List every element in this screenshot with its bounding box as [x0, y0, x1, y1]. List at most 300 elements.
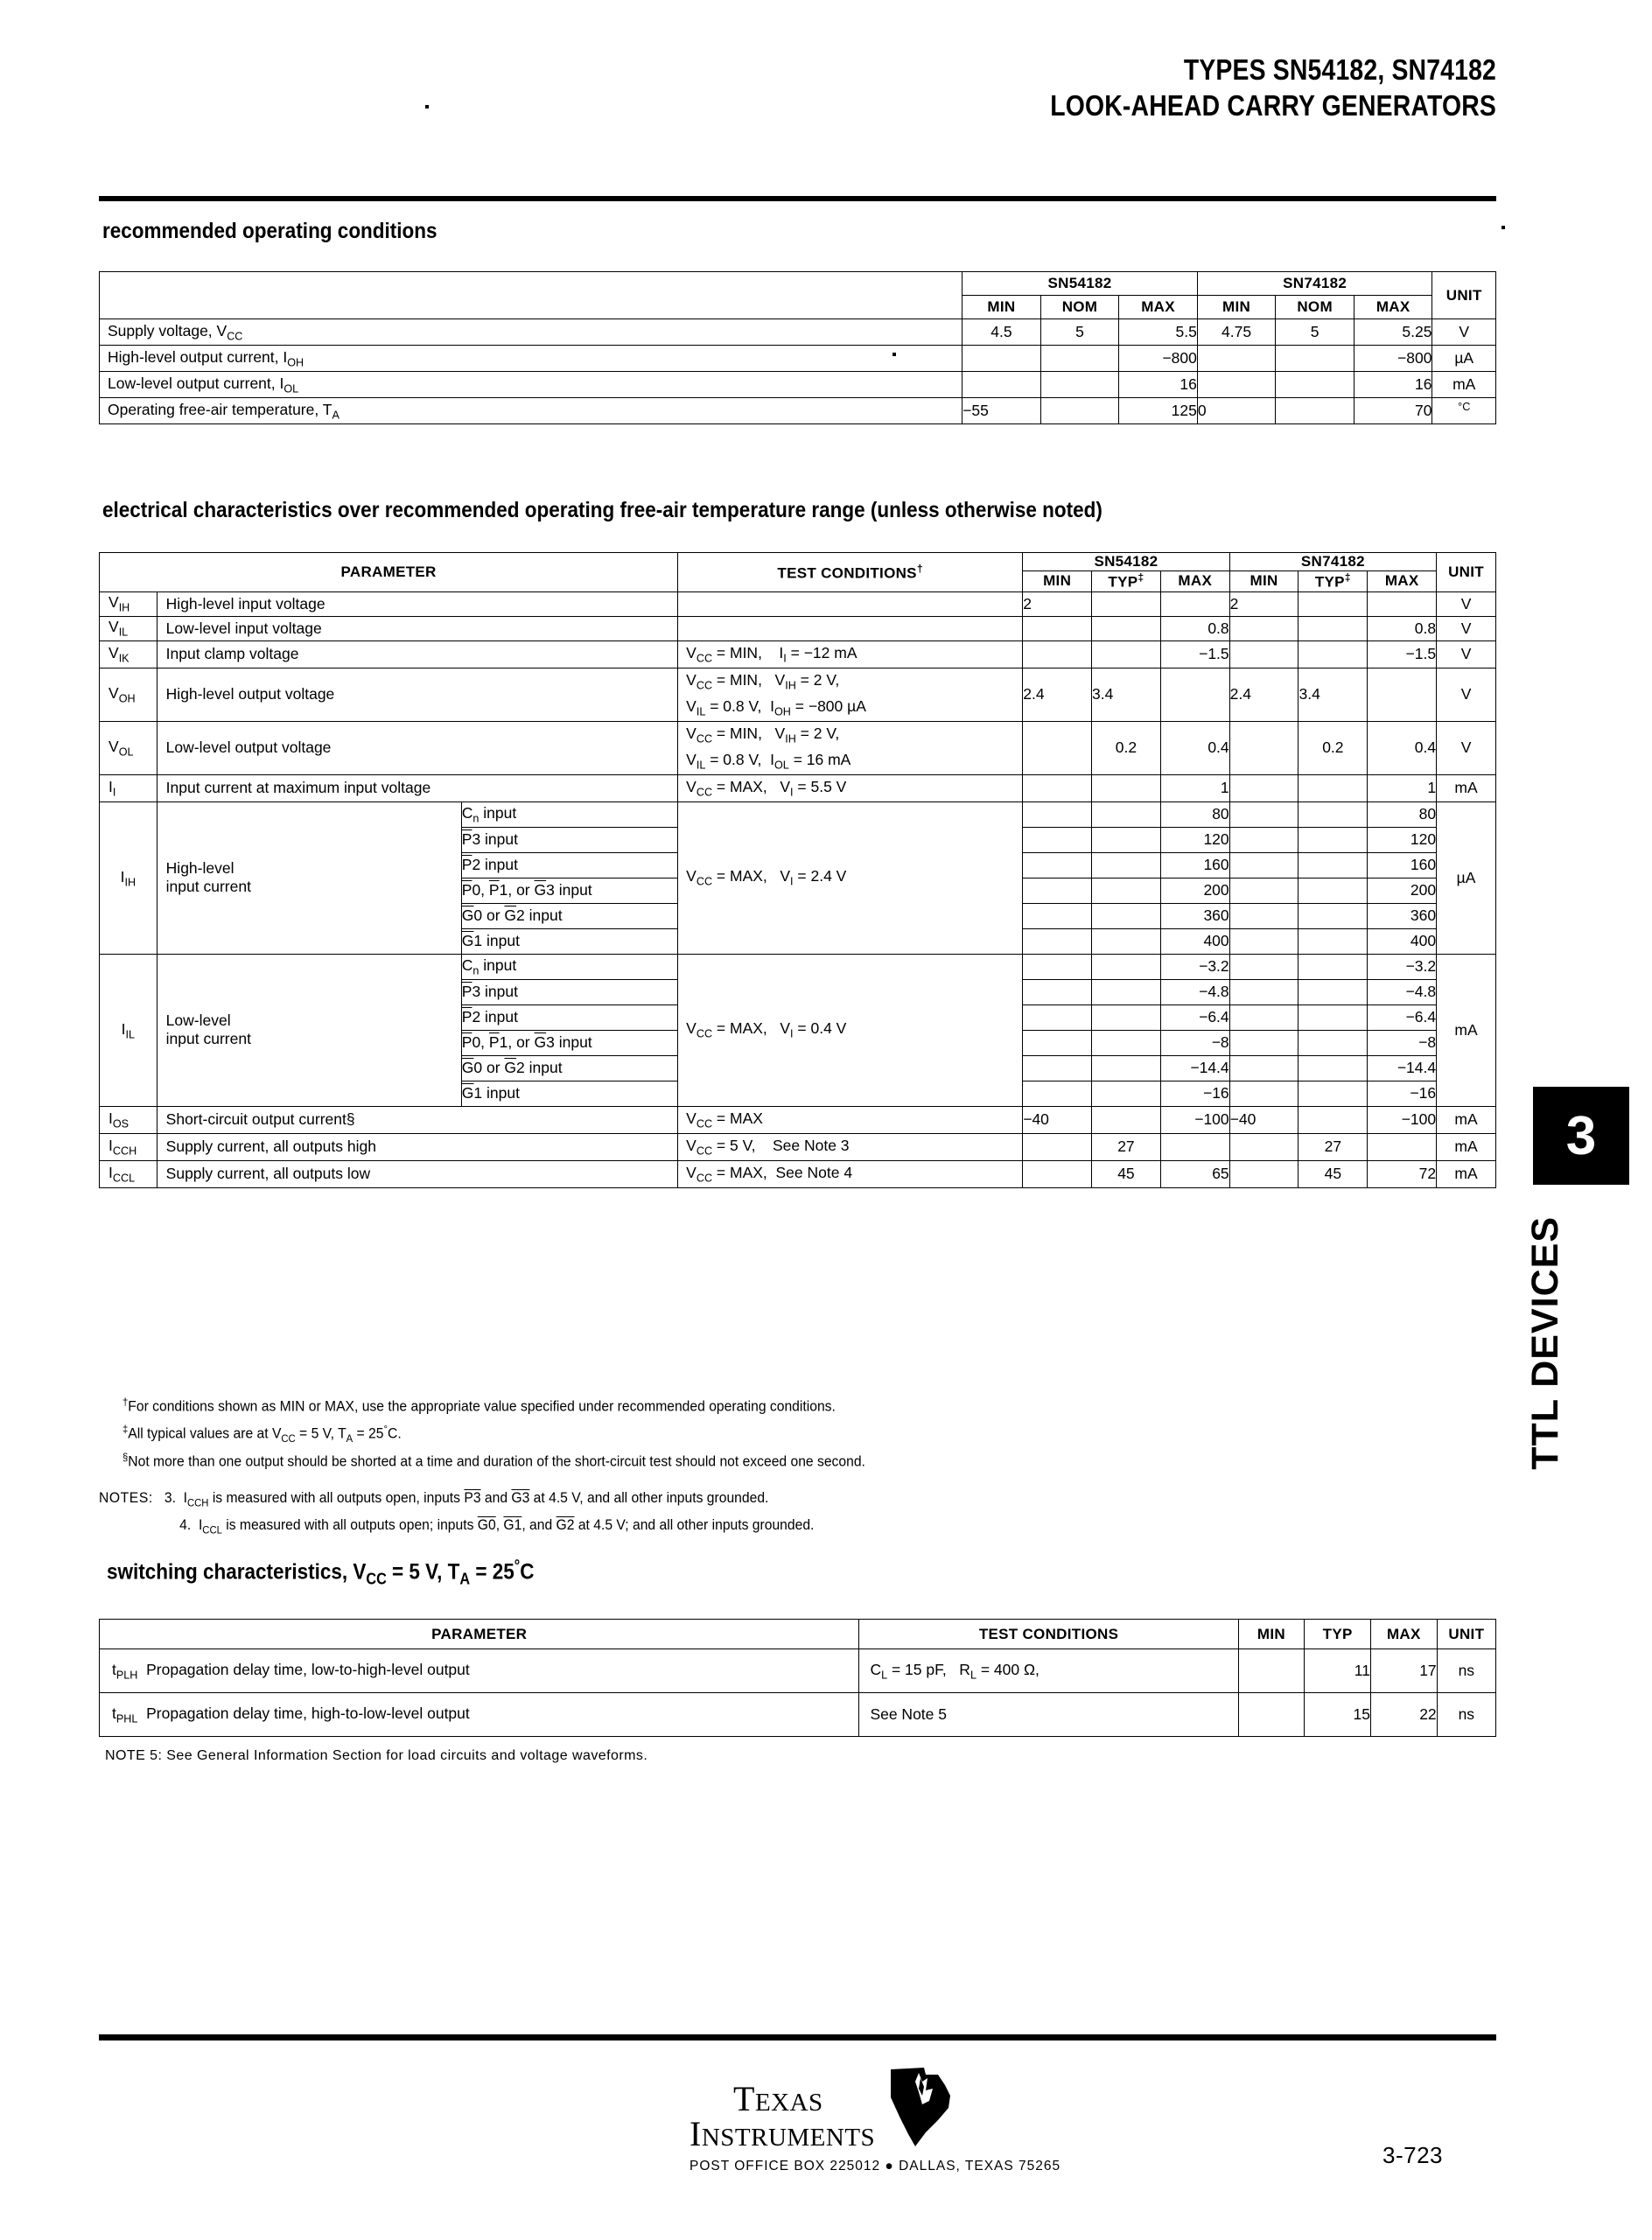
cell-a-min [1023, 1030, 1092, 1055]
note-3-text-c: at 4.5 V, and all other inputs grounded. [529, 1490, 769, 1506]
scan-speckle [892, 353, 896, 356]
cell-a-min [1023, 721, 1092, 774]
cell-unit: mA [1437, 1160, 1496, 1187]
note-4-number: 4. [179, 1516, 192, 1533]
col-header-a-min: MIN [1023, 571, 1092, 592]
param-conditions-vik: $V_{CC}$ = MIN, $I_I = -12$ mA [678, 640, 1023, 668]
row-label-high-level-output-current [100, 346, 962, 372]
cell-a-max: 80 [1160, 802, 1229, 827]
cell-max: 17 [1370, 1649, 1437, 1693]
row-label-subscript: OL [284, 382, 299, 396]
symbol-subscript: OS [112, 1117, 130, 1130]
cell-a-min [1023, 1133, 1092, 1160]
page-title-line1: TYPES SN54182, SN74182 [1183, 53, 1496, 86]
row-label-subscript: A [332, 409, 340, 422]
table-row [100, 592, 1496, 616]
scan-speckle [425, 105, 429, 108]
cell-a-typ [1092, 878, 1161, 903]
param-name-vil: Low-level input voltage [157, 616, 677, 640]
row-label-operating-free-air-temperature [100, 398, 962, 424]
subrow-label-g1: $\overline{G}1$ input [461, 928, 677, 954]
param-symbol-iccl [100, 1160, 158, 1187]
test-conditions-header-text: TEST CONDITIONS [777, 564, 917, 582]
cell-a-max: 360 [1160, 903, 1229, 928]
col-header-max: MAX [1370, 1620, 1437, 1649]
logo-texas-rest: EXAS [754, 2089, 823, 2117]
cell-b-typ [1298, 592, 1368, 616]
param-conditions-vih [678, 592, 1023, 616]
cell-a-min [1023, 802, 1092, 827]
ti-logo [691, 2078, 1102, 2176]
cell-a-min [1023, 616, 1092, 640]
note-4-text-c: , and [522, 1516, 556, 1533]
switching-characteristics-table [99, 1619, 1496, 1737]
row-label-subscript: CC [227, 330, 243, 343]
cell-a-max: 120 [1160, 827, 1229, 852]
cell-a-max: 400 [1160, 928, 1229, 954]
row-label-subscript: OH [287, 356, 304, 369]
cell-a-typ [1092, 1004, 1161, 1030]
param-name-line2: input current [165, 1030, 251, 1048]
cell-b-max: 0.4 [1368, 721, 1437, 774]
table-row [100, 1160, 1496, 1187]
table-row [100, 1133, 1496, 1160]
device-header-sn74182: SN74182 [1197, 272, 1432, 296]
symbol-base: V [108, 683, 119, 702]
col-header-b-nom: NOM [1276, 296, 1354, 319]
page-number: 3-723 [1382, 2142, 1443, 2168]
section-tab-label: TTL DEVICES [1524, 1216, 1566, 1470]
cell-a-typ [1092, 1081, 1161, 1106]
note-4-symbol-base: I [198, 1516, 203, 1533]
param-name-voh: High-level output voltage [157, 668, 677, 721]
cell-a-typ [1092, 979, 1161, 1004]
cell-min [1238, 1649, 1305, 1693]
cell-b-typ [1298, 878, 1368, 903]
cell-unit [1432, 398, 1496, 424]
sc-heading-pre: switching characteristics, V [107, 1559, 367, 1585]
param-symbol-vih [100, 592, 158, 616]
ddagger-marker: ‡ [1344, 571, 1351, 584]
cell-min [1238, 1693, 1305, 1737]
symbol-base: t [112, 1660, 116, 1678]
cell-a-max [1160, 668, 1229, 721]
electrical-characteristics-table [99, 552, 1496, 1188]
table-header-row [100, 272, 1496, 296]
test-conditions-header [678, 553, 1023, 592]
cell-b-max: −6.4 [1368, 1004, 1437, 1030]
cell-a-typ [1092, 1030, 1161, 1055]
device-header-sn54182: SN54182 [962, 272, 1198, 296]
note-3-overline-g3: G3 [511, 1490, 530, 1506]
cell-a-max: −14.4 [1160, 1055, 1229, 1081]
cell-unit: mA [1437, 954, 1496, 1106]
param-symbol-icch [100, 1133, 158, 1160]
param-name-text: Short-circuit output current [165, 1110, 346, 1129]
subrow-label-g0-g2: $\overline{G}0$ or $\overline{G}2$ input [461, 903, 677, 928]
cell-a-max: −100 [1160, 1106, 1229, 1133]
cell-a-max: 65 [1160, 1160, 1229, 1187]
sc-heading-mid: = 5 V, T [386, 1559, 460, 1585]
cell-b-min [1229, 827, 1298, 852]
cell-unit: ns [1437, 1693, 1495, 1737]
header-rule [99, 196, 1496, 201]
col-header-a-nom: NOM [1040, 296, 1119, 319]
col-header-a-max: MAX [1119, 296, 1198, 319]
subrow-label-p3: $\overline{P}3$ input [461, 979, 677, 1004]
scan-speckle [1502, 226, 1505, 229]
col-header-b-min: MIN [1229, 571, 1298, 592]
symbol-subscript: IH [118, 601, 130, 614]
row-label-text: Operating free-air temperature, T [108, 400, 332, 418]
subrow-label-cn: $C_n$ input [461, 802, 677, 827]
cell-b-max: 200 [1368, 878, 1437, 903]
cell-b-min: 2 [1229, 592, 1298, 616]
symbol-subscript: OH [118, 692, 136, 705]
cell-b-max: −1.5 [1368, 640, 1437, 668]
subrow-label-p0-p1-g3: $\overline{P}0$, $\overline{P}1$, or $\overline{G}3$ input [461, 1030, 677, 1055]
unit-header: UNIT [1432, 272, 1496, 319]
param-symbol-vil [100, 616, 158, 640]
cell-b-nom [1276, 372, 1354, 398]
cell-a-typ [1092, 954, 1161, 979]
cell-a-min [1023, 1081, 1092, 1106]
cell-b-max: 0.8 [1368, 616, 1437, 640]
col-header-a-min: MIN [962, 296, 1041, 319]
cell-a-nom: 5 [1040, 319, 1119, 346]
cell-a-max: −6.4 [1160, 1004, 1229, 1030]
cell-a-min: 4.5 [962, 319, 1041, 346]
cell-a-max: −1.5 [1160, 640, 1229, 668]
cell-b-min [1229, 1004, 1298, 1030]
cell-a-max: 200 [1160, 878, 1229, 903]
sc-heading-post: = 25 [470, 1559, 514, 1585]
param-symbol-iil [100, 954, 158, 1106]
cell-b-nom [1276, 346, 1354, 372]
param-name-iil [157, 954, 461, 1106]
cell-b-typ [1298, 903, 1368, 928]
symbol-base: I [108, 777, 113, 795]
symbol-subscript: IL [118, 626, 129, 639]
cell-b-nom [1276, 398, 1354, 424]
param-conditions-iil: $V_{CC}$ = MAX, $V_I = 0.4$ V [678, 954, 1023, 1106]
cell-b-typ [1298, 640, 1368, 668]
col-header-b-min: MIN [1197, 296, 1276, 319]
cell-max: 22 [1370, 1693, 1437, 1737]
symbol-subscript: IK [118, 652, 130, 665]
param-conditions-line1: $C_L = 15$ pF, $R_L = 400$ Ω, [859, 1649, 1238, 1693]
symbol-base: I [108, 1110, 113, 1127]
cell-a-max: −4.8 [1160, 979, 1229, 1004]
symbol-base: I [108, 1164, 113, 1182]
cell-unit: mA [1437, 774, 1496, 802]
cell-typ: 15 [1305, 1693, 1371, 1737]
cell-a-typ [1092, 1055, 1161, 1081]
col-header-b-typ [1298, 571, 1368, 592]
cell-b-min [1229, 1030, 1298, 1055]
cell-b-max [1368, 592, 1437, 616]
table-row [100, 721, 1496, 774]
degree-symbol: ° [514, 1557, 521, 1574]
param-symbol-ios [100, 1106, 158, 1133]
cell-b-typ: 3.4 [1298, 668, 1368, 721]
param-symbol-ii [100, 774, 158, 802]
cell-unit: V [1437, 592, 1496, 616]
device-header-sn54182: SN54182 [1023, 553, 1229, 571]
cell-b-max: −8 [1368, 1030, 1437, 1055]
cell-a-max: 160 [1160, 852, 1229, 878]
cell-unit: mA [1432, 372, 1496, 398]
sc-heading-end: C [520, 1559, 535, 1585]
cell-b-max [1368, 668, 1437, 721]
cell-b-max: 400 [1368, 928, 1437, 954]
table-header-row [100, 553, 1496, 571]
cell-a-min [1023, 640, 1092, 668]
cell-a-min [1023, 903, 1092, 928]
cell-b-min [1229, 1160, 1298, 1187]
note-4-text-b: , [495, 1516, 504, 1533]
sc-heading-sub-cc: CC [366, 1570, 387, 1588]
cell-a-typ: 0.2 [1092, 721, 1161, 774]
row-label-low-level-output-current [100, 372, 962, 398]
param-symbol-voh [100, 668, 158, 721]
cell-b-typ: 27 [1298, 1133, 1368, 1160]
param-name-vih: High-level input voltage [157, 592, 677, 616]
cell-a-typ [1092, 640, 1161, 668]
subrow-label-p2: $\overline{P}2$ input [461, 852, 677, 878]
note-3 [99, 1486, 814, 1513]
cell-b-min [1229, 928, 1298, 954]
symbol-base: V [108, 593, 119, 612]
logo-instruments [690, 2113, 1101, 2154]
cell-b-max: 16 [1354, 372, 1432, 398]
col-header-b-max: MAX [1368, 571, 1437, 592]
table-row [100, 640, 1496, 668]
cell-b-max: 120 [1368, 827, 1437, 852]
cell-a-min [1023, 1004, 1092, 1030]
logo-instruments-rest: NSTRUMENTS [701, 2124, 876, 2152]
cell-unit: V [1432, 319, 1496, 346]
section-heading-recommended-operating-conditions: recommended operating conditions [102, 219, 438, 243]
cell-a-min [1023, 878, 1092, 903]
col-header-min: MIN [1238, 1620, 1305, 1649]
cell-b-min [1229, 721, 1298, 774]
note-5: NOTE 5: See General Information Section for load circuits and voltage waveforms. [105, 1748, 648, 1763]
cell-unit: ns [1437, 1649, 1495, 1693]
footnote-section [122, 1448, 865, 1475]
cell-b-min [1229, 1081, 1298, 1106]
symbol-subscript: OL [118, 746, 134, 759]
cell-a-min [1023, 774, 1092, 802]
cell-a-min: −55 [962, 398, 1041, 424]
param-conditions-line2: See Note 5 [859, 1693, 1238, 1737]
subrow-label-cn: $C_n$ input [461, 954, 677, 979]
cell-b-typ [1298, 1004, 1368, 1030]
param-symbol-vik [100, 640, 158, 668]
cell-b-typ [1298, 979, 1368, 1004]
note-4-text-a: is measured with all outputs open; inputs [221, 1516, 478, 1533]
table-header-row [100, 1620, 1496, 1649]
footnote-ddagger-end: C. [388, 1425, 402, 1442]
cell-a-max: −3.2 [1160, 954, 1229, 979]
symbol-subscript: IL [125, 1028, 136, 1040]
cell-b-max: 360 [1368, 903, 1437, 928]
cell-b-max: −800 [1354, 346, 1432, 372]
footnote-sub-cc: CC [281, 1432, 296, 1445]
cell-b-typ: 0.2 [1298, 721, 1368, 774]
cell-unit: V [1437, 668, 1496, 721]
cell-a-max: 5.5 [1119, 319, 1198, 346]
param-name-text: Propagation delay time, low-to-high-level output [146, 1660, 470, 1678]
cell-b-max: −100 [1368, 1106, 1437, 1133]
cell-b-typ [1298, 954, 1368, 979]
cell-b-typ [1298, 802, 1368, 827]
param-symbol-vol [100, 721, 158, 774]
param-conditions-iih: $V_{CC}$ = MAX, $V_I = 2.4$ V [678, 802, 1023, 954]
cell-b-typ [1298, 928, 1368, 954]
row-label-text: Low-level output current, I [108, 374, 284, 392]
param-name-line2: input current [165, 878, 251, 896]
cell-b-typ [1298, 616, 1368, 640]
cell-a-max [1160, 592, 1229, 616]
cell-a-max: 16 [1119, 372, 1198, 398]
param-conditions-iccl: $V_{CC}$ = MAX, See Note 4 [678, 1160, 1023, 1187]
footnote-dagger [122, 1393, 865, 1420]
cell-a-min: 2.4 [1023, 668, 1092, 721]
note-3-symbol-subscript: CCH [187, 1496, 209, 1509]
cell-b-min [1229, 616, 1298, 640]
cell-b-max: 72 [1368, 1160, 1437, 1187]
cell-a-min [1023, 954, 1092, 979]
cell-a-typ [1092, 774, 1161, 802]
param-name-iccl: Supply current, all outputs low [157, 1160, 677, 1187]
symbol-base: V [108, 737, 119, 755]
cell-b-max: 80 [1368, 802, 1437, 827]
footnote-dagger-text: For conditions shown as MIN or MAX, use the appropriate value specified under recommended operating conditions. [128, 1398, 836, 1415]
param-symbol-iih [100, 802, 158, 954]
cell-b-typ [1298, 1081, 1368, 1106]
cell-b-min [1229, 852, 1298, 878]
recommended-operating-conditions-table [99, 271, 1496, 424]
cell-unit: µA [1432, 346, 1496, 372]
cell-a-max: −8 [1160, 1030, 1229, 1055]
cell-a-typ [1092, 592, 1161, 616]
cell-a-typ [1092, 1106, 1161, 1133]
param-name-iih [157, 802, 461, 954]
symbol-subscript: PHL [116, 1712, 138, 1726]
table-row [100, 1649, 1496, 1693]
cell-a-typ [1092, 616, 1161, 640]
section-marker: § [122, 1450, 129, 1463]
param-name-line1: Low-level [165, 1012, 231, 1030]
cell-a-min [1023, 1055, 1092, 1081]
table-row [100, 668, 1496, 721]
cell-unit: mA [1437, 1106, 1496, 1133]
table-row [100, 1693, 1496, 1737]
dagger-marker: † [122, 1396, 129, 1408]
cell-a-typ [1092, 928, 1161, 954]
symbol-base: V [108, 643, 119, 662]
param-name-vol: Low-level output voltage [157, 721, 677, 774]
symbol-base: t [112, 1704, 116, 1722]
page-title [209, 52, 1496, 124]
test-conditions-header: TEST CONDITIONS [859, 1620, 1238, 1649]
param-name-line1: High-level [165, 859, 234, 878]
cell-a-max: 0.8 [1160, 616, 1229, 640]
row-label-text: High-level output current, I [108, 347, 288, 366]
section-heading-switching-characteristics [107, 1557, 534, 1588]
col-header-typ: TYP [1305, 1620, 1371, 1649]
footnote-section-text: Not more than one output should be shorted at a time and duration of the short-circuit test should not exceed one second. [128, 1453, 865, 1470]
cell-b-min [1229, 979, 1298, 1004]
sc-heading-sub-a: A [459, 1570, 471, 1588]
cell-b-max: −3.2 [1368, 954, 1437, 979]
subrow-label-p0-p1-g3: $\overline{P}0$, $\overline{P}1$, or $\overline{G}3$ input [461, 878, 677, 903]
note-4-text-d: at 4.5 V; and all other inputs grounded. [574, 1516, 815, 1533]
col-header-b-max: MAX [1354, 296, 1432, 319]
cell-b-min [1229, 903, 1298, 928]
cell-a-max: −16 [1160, 1081, 1229, 1106]
subrow-label-g0-g2: $\overline{G}0$ or $\overline{G}2$ input [461, 1055, 677, 1081]
cell-unit: V [1437, 721, 1496, 774]
cell-b-typ [1298, 1030, 1368, 1055]
cell-b-max: 160 [1368, 852, 1437, 878]
cell-b-min [1229, 1055, 1298, 1081]
symbol-subscript: CCL [112, 1172, 136, 1185]
footnote-ddagger-post: = 25 [353, 1425, 384, 1442]
parameter-header: PARAMETER [100, 1620, 859, 1649]
cell-b-min [1197, 346, 1276, 372]
footnote-sub-a: A [346, 1432, 354, 1445]
symbol-subscript: IH [124, 876, 136, 888]
cell-a-max: 1 [1160, 774, 1229, 802]
cell-b-min [1229, 954, 1298, 979]
cell-b-min [1229, 878, 1298, 903]
footnote-ddagger [122, 1420, 865, 1448]
cell-unit: µA [1437, 802, 1496, 954]
cell-b-max: 70 [1354, 398, 1432, 424]
cell-a-min [1023, 827, 1092, 852]
unit-header: UNIT [1437, 1620, 1495, 1649]
cell-unit: V [1437, 640, 1496, 668]
param-conditions-vil [678, 616, 1023, 640]
cell-unit-degree: °C [1458, 401, 1471, 414]
section-heading-electrical-characteristics: electrical characteristics over recommended operating free-air temperature range (unless otherwise noted) [102, 498, 1102, 522]
cell-a-max: −800 [1119, 346, 1198, 372]
ddagger-marker: ‡ [122, 1422, 129, 1435]
cell-typ: 11 [1305, 1649, 1371, 1693]
cell-b-min [1229, 1133, 1298, 1160]
page-title-line2: LOOK-AHEAD CARRY GENERATORS [1050, 88, 1496, 122]
cell-b-typ [1298, 1055, 1368, 1081]
cell-b-max: −14.4 [1368, 1055, 1437, 1081]
cell-a-typ: 27 [1092, 1133, 1161, 1160]
note-3-text-a: is measured with all outputs open, inputs [208, 1490, 465, 1506]
cell-b-max: 1 [1368, 774, 1437, 802]
cell-b-typ [1298, 827, 1368, 852]
cell-b-min: 2.4 [1229, 668, 1298, 721]
note-3-number: 3. [164, 1490, 176, 1506]
symbol-base: I [108, 1137, 113, 1155]
cell-b-min: −40 [1229, 1106, 1298, 1133]
footnotes-block [122, 1393, 865, 1475]
footer-rule [99, 2034, 1496, 2040]
cell-a-min: 2 [1023, 592, 1092, 616]
symbol-subscript: I [112, 786, 116, 799]
table-row [100, 954, 1496, 979]
param-name-ios [157, 1106, 677, 1133]
parameter-header: PARAMETER [100, 553, 678, 592]
